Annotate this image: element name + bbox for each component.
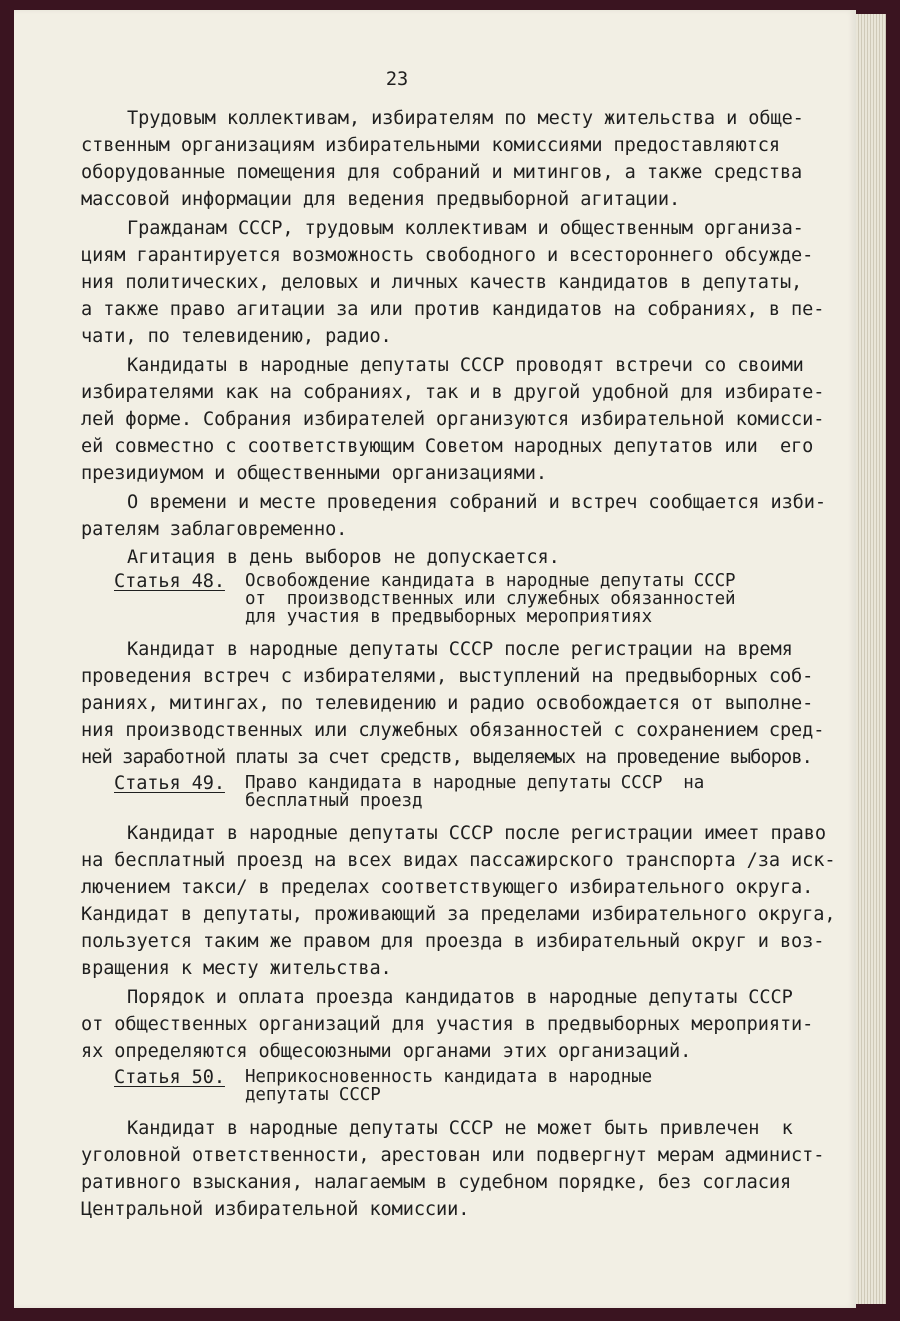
text-line: ния производственных или служебных обязанностей с сохранением сред-: [81, 720, 825, 741]
text-line: Центральной избирательной комиссии.: [81, 1199, 470, 1220]
text-line: ей совместно с соответствующим Советом народных депутатов или его: [81, 436, 814, 457]
text-line: лей форме. Собрания избирателей организуются избирательной комисси-: [81, 409, 825, 430]
text-line: ния политических, деловых и личных качеств кандидатов в депутаты,: [81, 272, 803, 293]
text-line: Кандидат в депутаты, проживающий за пределами избирательного округа,: [81, 904, 836, 925]
text-line: ственным организациям избирательными комиссиями предоставляются: [81, 135, 780, 156]
text-line: Гражданам СССР, трудовым коллективам и общественным организа-: [127, 218, 804, 239]
text-line: от общественных организаций для участия в предвыборных мероприяти-: [81, 1014, 814, 1035]
text-line: президиумом и общественными организациями.: [81, 463, 547, 484]
page-content: [14, 10, 856, 1308]
document-page: [14, 10, 856, 1308]
text-line: ративного взыскания, налагаемым в судебном порядке, без согласия: [81, 1172, 792, 1193]
text-line: Кандидат в народные депутаты СССР не может быть привлечен к: [127, 1118, 793, 1139]
page-edge-stack: [856, 14, 886, 1304]
text-line: Кандидат в народные депутаты СССР после регистрации имеет право: [127, 823, 826, 844]
article-49-title-line: бесплатный проезд: [245, 791, 423, 811]
text-line: лючением такси/ в пределах соответствующего избирательного округа.: [81, 877, 814, 898]
article-48-title-line: для участия в предвыборных мероприятиях: [245, 607, 652, 627]
text-line: раниях, митингах, по телевидению и радио освобождается от выполне-: [81, 693, 814, 714]
text-line: оборудованные помещения для собраний и митингов, а также средства: [81, 162, 803, 183]
text-line: проведения встреч с избирателями, выступлений на предвыборных соб-: [81, 666, 814, 687]
text-line: а также право агитации за или против кандидатов на собраниях, в пе-: [81, 299, 825, 320]
article-48-title-line: от производственных или служебных обязанностей: [245, 589, 736, 609]
text-line: Кандидаты в народные депутаты СССР проводят встречи со своими: [127, 355, 804, 376]
article-48-title-line: Освобождение кандидата в народные депутаты СССР: [245, 571, 736, 591]
text-line: уголовной ответственности, арестован или подвергнут мерам админист-: [81, 1145, 825, 1166]
text-line: вращения к месту жительства.: [81, 958, 392, 979]
text-line: ях определяются общесоюзными органами этих организаций.: [81, 1041, 692, 1062]
article-50-title-line: Неприкосновенность кандидата в народные: [245, 1067, 652, 1087]
article-50-title-line: депутаты СССР: [245, 1085, 381, 1105]
text-line: пользуется таким же правом для проезда в избирательный округ и воз-: [81, 931, 825, 952]
text-line: циям гарантируется возможность свободного и всестороннего обсужде-: [81, 245, 814, 266]
article-49-number: Статья 49.: [114, 773, 225, 794]
page-number: 23: [385, 69, 409, 90]
article-49-title-line: Право кандидата в народные депутаты СССР на: [245, 773, 705, 793]
text-line: Агитация в день выборов не допускается.: [127, 547, 560, 568]
text-line: массовой информации для ведения предвыборной агитации.: [81, 189, 681, 210]
text-line: Трудовым коллективам, избирателям по месту жительства и обще-: [127, 108, 804, 129]
article-48-number: Статья 48.: [114, 571, 225, 592]
article-50-number: Статья 50.: [114, 1067, 225, 1088]
text-line: О времени и месте проведения собраний и встреч сообщается изби-: [127, 492, 826, 513]
text-line: рателям заблаговременно.: [81, 519, 348, 540]
text-line: ней заработной платы за счет средств, выделяемых на проведение выборов.: [81, 747, 812, 768]
text-line: на бесплатный проезд на всех видах пассажирского транспорта /за иск-: [81, 850, 836, 871]
text-line: чати, по телевидению, радио.: [81, 326, 392, 347]
text-line: Порядок и оплата проезда кандидатов в народные депутаты СССР: [127, 987, 793, 1008]
text-line: Кандидат в народные депутаты СССР после регистрации на время: [127, 639, 793, 660]
text-line: избирателями как на собраниях, так и в другой удобной для избирате-: [81, 382, 825, 403]
